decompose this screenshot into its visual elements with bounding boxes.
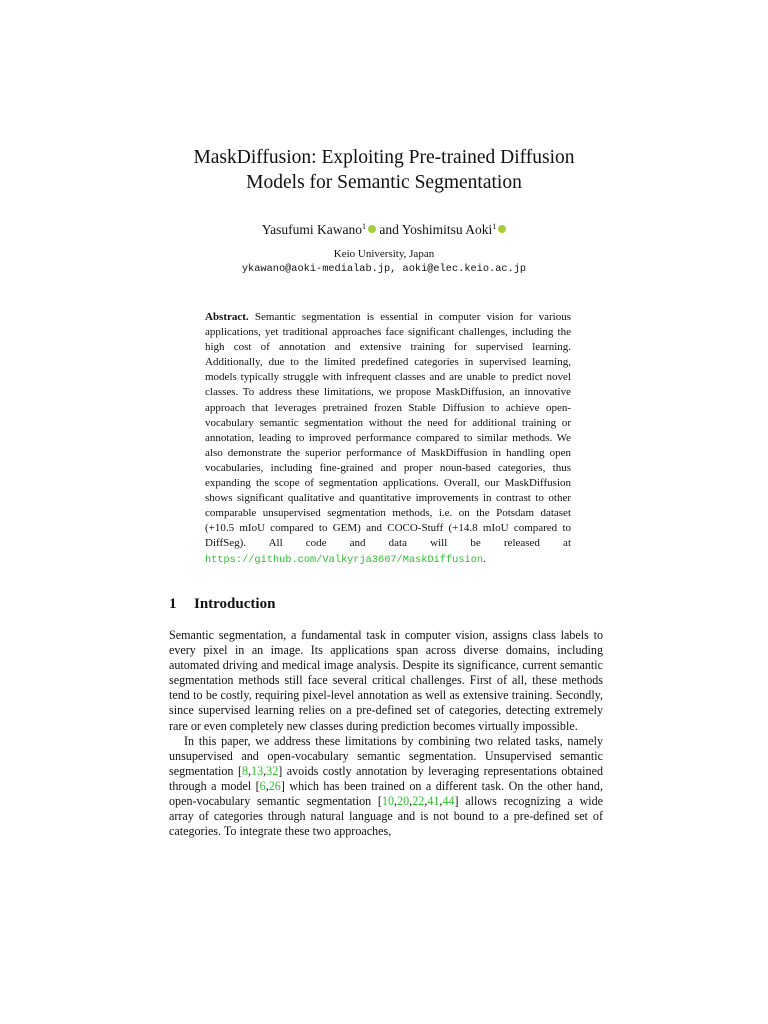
citation-link[interactable]: 8 xyxy=(241,763,249,778)
paragraph-2 xyxy=(169,734,603,840)
citation-link[interactable]: 22 xyxy=(412,794,425,809)
citation-separator: , xyxy=(394,794,398,809)
citation-separator: , xyxy=(424,794,428,809)
section-heading xyxy=(169,594,275,614)
affiliation: Keio University, Japan xyxy=(333,248,435,260)
citation-link[interactable]: 6 xyxy=(259,778,266,793)
introduction-body xyxy=(169,628,603,839)
paragraph-1: Semantic segmentation, a fundamental task in computer vision, assigns class labels to every pixel in an image. Its applications span across diverse domains, including automated driving and medical image analysis. Despite its significance, current semantic segmentation methods still face several critical challenges. First of all, these methods tend to be costly, requiring pixel-level annotation as well as extensive training. Secondly, since supervised learning relies on a pre-defined set of categories, detecting extremely rare or even completely new classes during prediction becomes virtually impossible. xyxy=(169,628,603,733)
title-line-2: Models for Semantic Segmentation xyxy=(246,172,522,193)
paragraph-text: ] allows recognizing a wide array of categories through natural language and is not bound to a pre-defined set of categories. To integrate these two approaches, xyxy=(169,794,603,839)
citation-link[interactable]: 32 xyxy=(266,763,279,778)
citation-link[interactable]: 10 xyxy=(381,794,395,809)
citation-separator: , xyxy=(439,794,443,809)
affiliation-block xyxy=(120,247,648,277)
author-connector: and xyxy=(379,222,399,237)
abstract-text: Semantic segmentation is essential in computer vision for various applications, yet traditional approaches face significant challenges, including the high cost of annotation and extensive training for supervised learning. Additionally, due to the limited predefined categories in supervised learning, models typically struggle with infrequent classes and are unable to predict novel classes. To address these limitations, we propose MaskDiffusion, an innovative approach that leverages pretrained frozen Stable Diffusion to achieve open-vocabulary semantic segmentation without the need for additional training or annotation, leading to improved performance compared to similar methods. We also demonstrate the superior performance of MaskDiffusion in handling open vocabularies, including fine-grained and proper noun-based categories, thus expanding the scope of segmentation applications. Overall, our MaskDiffusion shows significant qualitative and quantitative improvements in contrast to other comparable unsupervised segmentation methods, i.e. on the Potsdam dataset (+10.5 mIoU compared to GEM) and COCO-Stuff (+14.8 mIoU compared to DiffSeg). All code and data will be released at xyxy=(205,311,572,550)
code-link[interactable]: https://github.com/Valkyrja3607/MaskDiffusion xyxy=(205,553,484,566)
paragraph-text: ] which has been trained on a different task. On the other hand, open-vocabulary semantic segmentation [ xyxy=(169,778,603,809)
abstract-label: Abstract. xyxy=(205,311,249,323)
author-emails: ykawano@aoki-medialab.jp, aoki@elec.keio.ac.jp xyxy=(241,263,527,275)
paragraph-text: ] avoids costly annotation by leveraging representations obtained through a model [ xyxy=(169,763,603,793)
citation-link[interactable]: 41 xyxy=(427,794,440,809)
section-number: 1 xyxy=(169,596,177,612)
abstract-end: . xyxy=(483,552,486,565)
affiliation-marker: 1 xyxy=(361,222,366,231)
citation-separator: , xyxy=(263,763,267,778)
citation-separator: , xyxy=(248,763,252,778)
title-line-1: MaskDiffusion: Exploiting Pre-trained Diffusion xyxy=(193,147,575,168)
author-list xyxy=(120,218,648,239)
author-name: Yoshimitsu Aoki xyxy=(401,222,493,237)
author-name: Yasufumi Kawano xyxy=(261,222,362,237)
citation-link[interactable]: 26 xyxy=(268,778,281,793)
affiliation-marker: 1 xyxy=(492,222,497,231)
orcid-icon[interactable] xyxy=(368,225,376,233)
orcid-icon[interactable] xyxy=(498,225,506,233)
citation-link[interactable]: 44 xyxy=(442,794,455,809)
citation-link[interactable]: 20 xyxy=(397,794,410,809)
paragraph-text: In this paper, we address these limitations by combining two related tasks, namely unsupervised and open-vocabulary semantic segmentation. Unsupervised semantic segmentation [ xyxy=(169,733,603,778)
paper-title xyxy=(120,145,648,195)
citation-separator: , xyxy=(409,794,413,809)
citation-link[interactable]: 13 xyxy=(251,763,264,778)
citation-separator: , xyxy=(265,778,269,793)
section-title: Introduction xyxy=(194,596,276,612)
abstract xyxy=(205,310,571,568)
